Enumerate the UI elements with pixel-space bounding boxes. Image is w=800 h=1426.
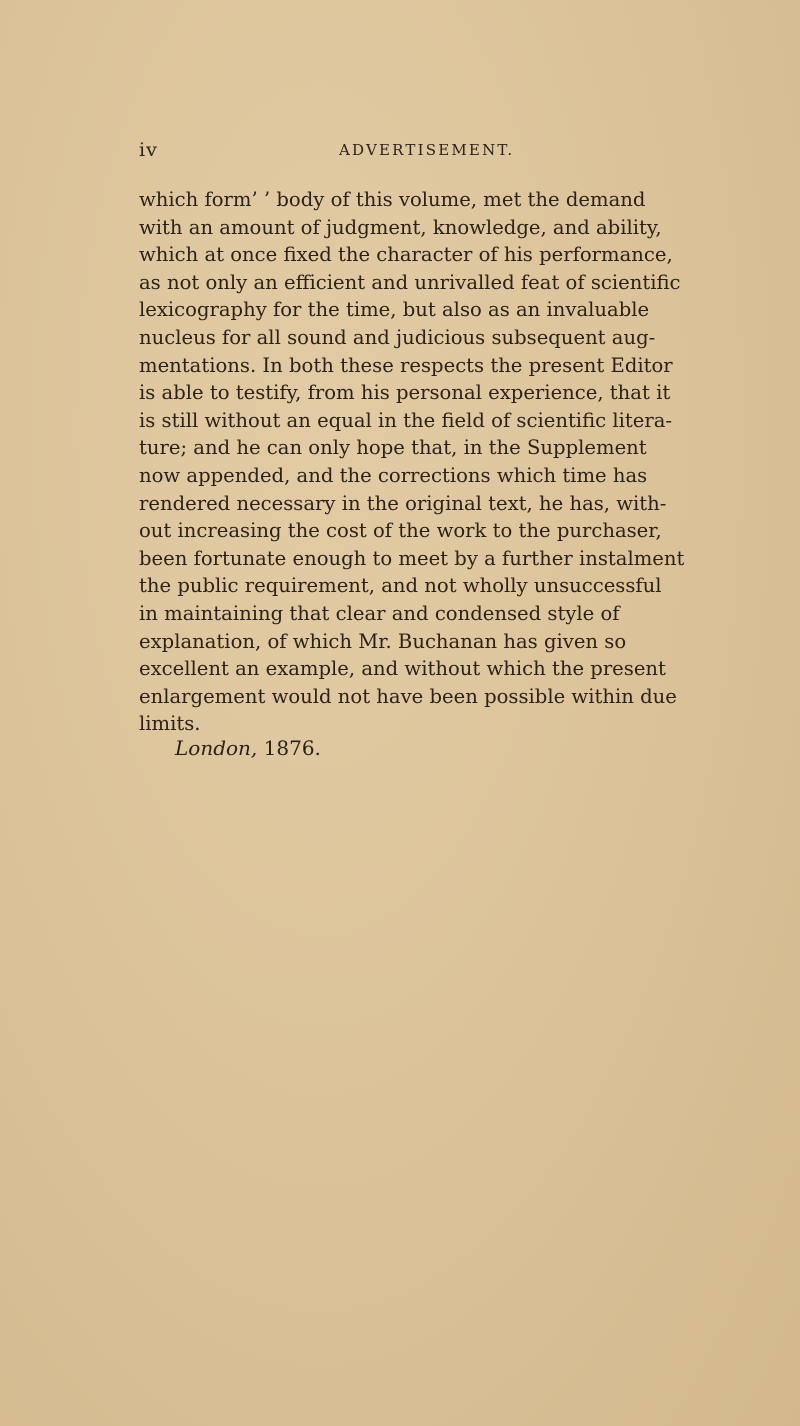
text-line: excellent an example, and without which the present [139, 657, 666, 681]
text-line: now appended, and the corrections which time has [139, 463, 648, 487]
text-line: which form’ ’ body of this volume, met the demand [139, 188, 646, 211]
text-line: nucleus for all sound and judicious subsequent aug- [139, 325, 656, 349]
signoff [175, 736, 321, 760]
text-line: is able to testify, from his personal experience, that it [139, 381, 671, 405]
text-line: lexicography for the time, but also as an invaluable [139, 298, 650, 322]
text-line: explanation, of which Mr. Buchanan has given so [139, 629, 627, 653]
text-line: rendered necessary in the original text, he has, with- [139, 491, 667, 515]
text-line: as not only an efficient and unrivalled feat of scientific [139, 270, 681, 294]
text-line: in maintaining that clear and condensed style of [139, 601, 620, 625]
page-number: iv [139, 139, 158, 161]
running-head: ADVERTISEMENT. [339, 141, 515, 159]
text-line: limits. [139, 712, 201, 736]
advertisement-paragraph [139, 186, 685, 738]
text-line: is still without an equal in the field of scientific litera- [139, 408, 673, 432]
text-line: been fortunate enough to meet by a further instalment [139, 546, 685, 570]
text-line: enlargement would not have been possible within due [139, 684, 677, 708]
page-header [139, 139, 579, 169]
signoff-place: London, [175, 736, 258, 760]
text-line: the public requirement, and not wholly unsuccessful [139, 574, 662, 598]
text-line: mentations. In both these respects the present Editor [139, 353, 673, 377]
text-line: out increasing the cost of the work to the purchaser, [139, 519, 662, 543]
signoff-year: 1876. [263, 736, 321, 760]
text-line: with an amount of judgment, knowledge, and ability, [139, 215, 662, 239]
text-line: which at once fixed the character of his performance, [139, 243, 673, 267]
text-line: ture; and he can only hope that, in the Supplement [139, 436, 647, 460]
